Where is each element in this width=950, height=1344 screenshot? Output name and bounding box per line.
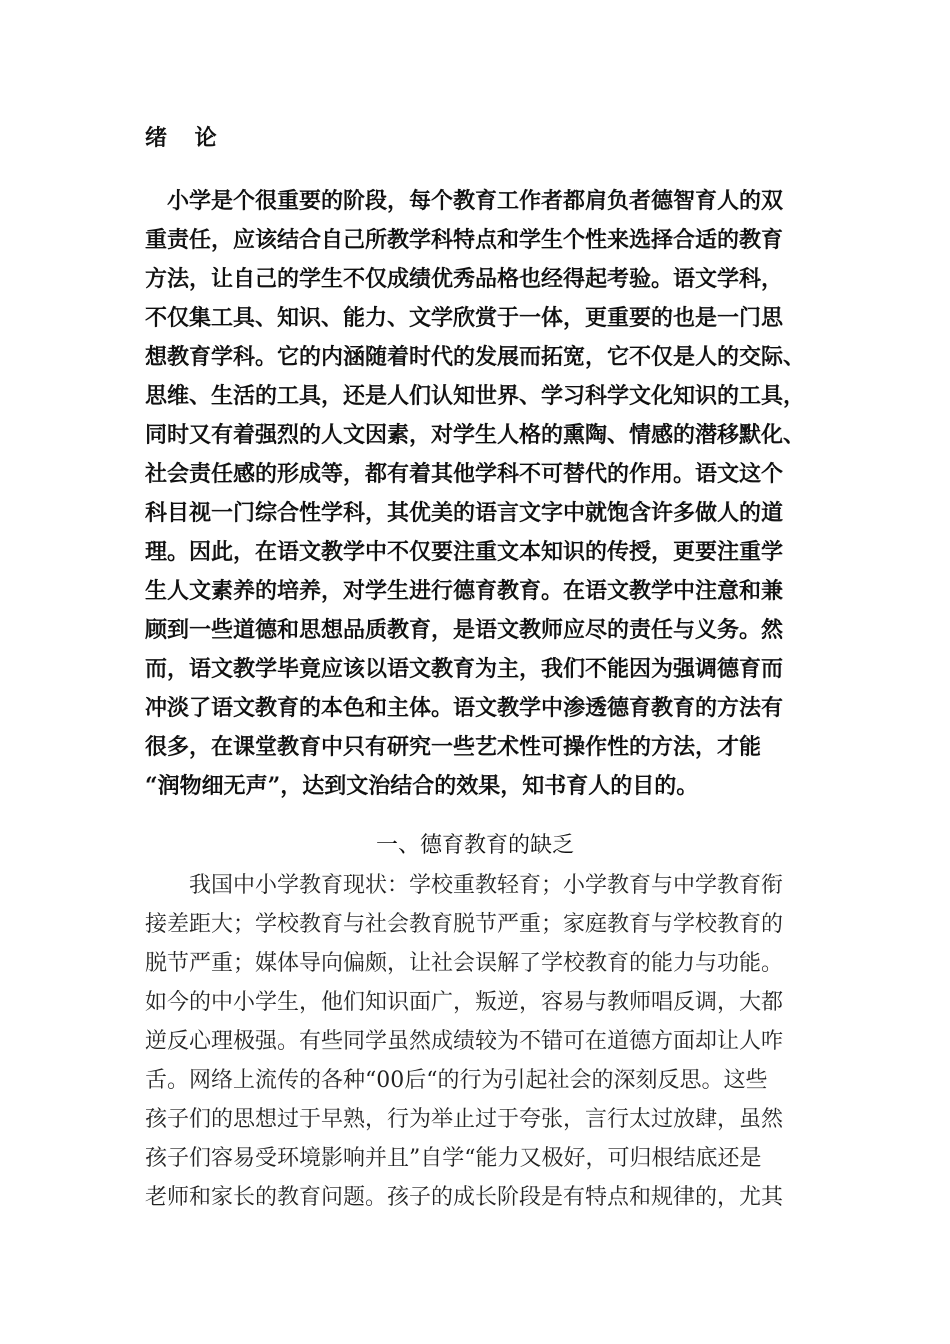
- page-heading: 绪 论: [145, 125, 227, 151]
- intro-line: 方法，让自己的学生不仅成绩优秀品格也经得起考验。语文学科，: [145, 266, 784, 292]
- body-paragraph: [145, 866, 817, 1217]
- intro-line: 同时又有着强烈的人文因素，对学生人格的熏陶、情感的潜移默化、: [145, 422, 806, 448]
- body-line: 如今的中小学生，他们知识面广，叛逆，容易与教师唱反调，大都: [145, 990, 784, 1015]
- intro-line: 社会责任感的形成等，都有着其他学科不可替代的作用。语文这个: [145, 461, 784, 487]
- body-line: 孩子们容易受环境影响并且”自学“能力又极好，可归根结底还是: [145, 1146, 762, 1171]
- body-line: 孩子们的思想过于早熟，行为举止过于夸张，言行太过放肆，虽然: [145, 1107, 784, 1132]
- intro-paragraph: [145, 182, 817, 806]
- body-line: 舌。网络上流传的各种“00后“的行为引起社会的深刻反思。这些: [145, 1068, 768, 1093]
- intro-line: 思维、生活的工具，还是人们认知世界、学习科学文化知识的工具，: [145, 383, 806, 409]
- section-title: 一、德育教育的缺乏: [375, 833, 574, 858]
- intro-line: 生人文素养的培养，对学生进行德育教育。在语文教学中注意和兼: [145, 578, 784, 604]
- intro-line: 很多，在课堂教育中只有研究一些艺术性可操作性的方法，才能: [145, 734, 762, 760]
- intro-line: 冲淡了语文教育的本色和主体。语文教学中渗透德育教育的方法有: [145, 695, 784, 721]
- intro-line: 顾到一些道德和思想品质教育，是语文教师应尽的责任与义务。然: [145, 617, 784, 643]
- body-line: 老师和家长的教育问题。孩子的成长阶段是有特点和规律的，尤其: [145, 1185, 784, 1210]
- intro-line: 理。因此，在语文教学中不仅要注重文本知识的传授，更要注重学: [145, 539, 784, 565]
- intro-line: 不仅集工具、知识、能力、文学欣赏于一体，更重要的也是一门思: [145, 305, 784, 331]
- intro-line: 重责任，应该结合自己所教学科特点和学生个性来选择合适的教育: [145, 227, 784, 253]
- intro-line: 想教育学科。它的内涵随着时代的发展而拓宽，它不仅是人的交际、: [145, 344, 806, 370]
- body-line: 接差距大；学校教育与社会教育脱节严重；家庭教育与学校教育的: [145, 912, 784, 937]
- intro-line: 而，语文教学毕竟应该以语文教育为主，我们不能因为强调德育而: [145, 656, 784, 682]
- body-line: 脱节严重；媒体导向偏颇，让社会误解了学校教育的能力与功能。: [145, 951, 784, 976]
- body-line: 我国中小学教育现状：学校重教轻育；小学教育与中学教育衔: [145, 873, 784, 898]
- body-line: 逆反心理极强。有些同学虽然成绩较为不错可在道德方面却让人咋: [145, 1029, 784, 1054]
- intro-line: “润物细无声”，达到文治结合的效果，知书育人的目的。: [145, 773, 699, 799]
- intro-line: 小学是个很重要的阶段，每个教育工作者都肩负者德智育人的双: [145, 188, 784, 214]
- intro-line: 科目视一门综合性学科，其优美的语言文字中就饱含许多做人的道: [145, 500, 784, 526]
